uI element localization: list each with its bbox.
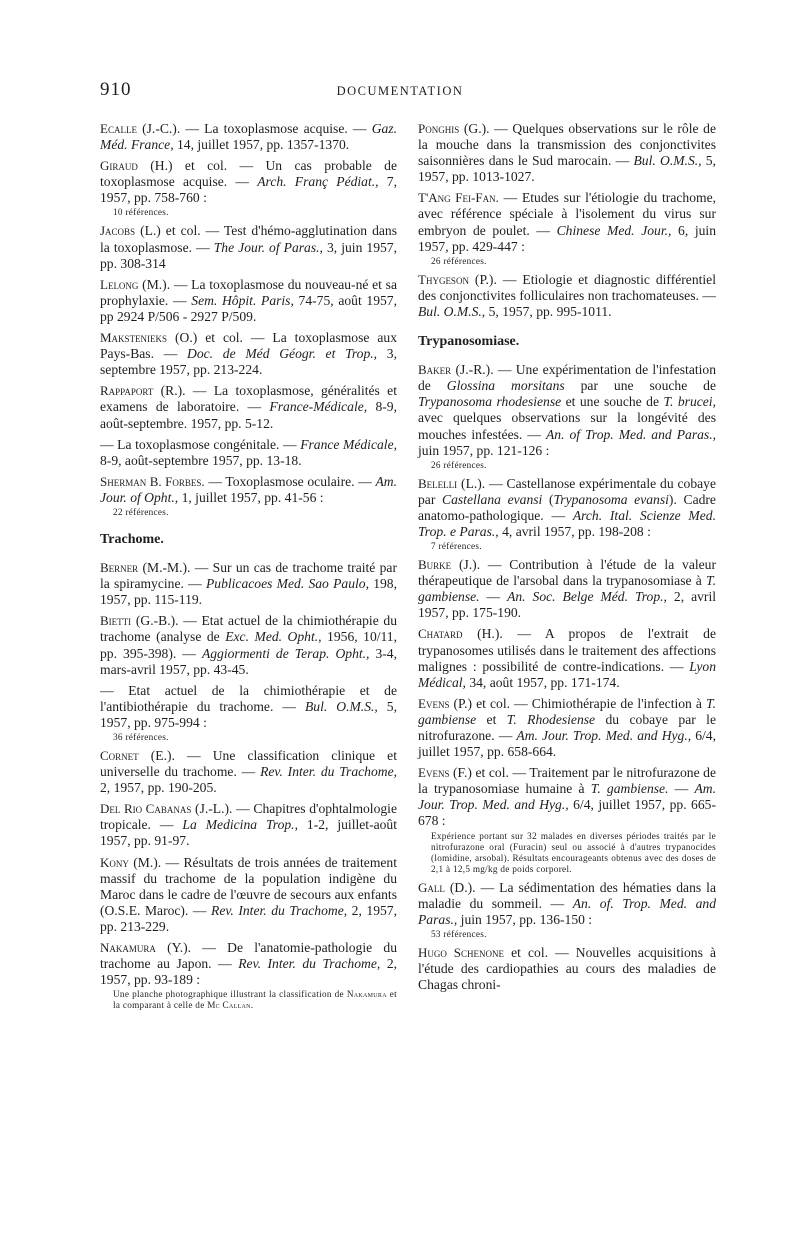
author-name: Gall xyxy=(418,879,445,895)
journal-title: Sem. Hôpit. Paris, xyxy=(191,292,294,308)
reference-entry: Ecalle (J.-C.). — La toxoplasmose acquise. — Gaz. Méd. France, 14, juillet 1957, pp. 1357-1370. xyxy=(100,121,397,153)
journal-title: Arch. Ital. Scienze Med. Trop. e Paras., xyxy=(418,507,716,539)
author-name: Nakamura xyxy=(100,940,156,956)
author-name: Lelong xyxy=(100,276,139,292)
journal-title: The Jour. of Paras., xyxy=(213,239,323,255)
right-column xyxy=(418,121,716,998)
journal-title: Am. Jour. of Opht., xyxy=(100,473,397,505)
author-name: Makstenieks xyxy=(100,330,168,346)
reference-entry: Del Rio Cabanas (J.-L.). — Chapitres d'ophtalmologie tropicale. — La Medicina Trop., 1-2, juillet-août 1957, pp. 91-97. xyxy=(100,801,397,849)
reference-entry: Sherman B. Forbes. — Toxoplasmose oculaire. — Am. Jour. of Opht., 1, juillet 1957, pp. 41-56 : 22 références. xyxy=(100,473,397,517)
author-name: Belelli xyxy=(418,475,458,491)
reference-note: 26 références. xyxy=(431,255,487,266)
journal-title: Gaz. Méd. France, xyxy=(100,121,397,153)
reference-entry: Cornet (E.). — Une classification clinique et universelle du trachome. — Rev. Inter. du Trachome, 2, 1957, pp. 190-205. xyxy=(100,748,398,796)
author-name: Del Rio Cabanas xyxy=(100,801,192,817)
author-name: Jacobs xyxy=(100,223,136,239)
reference-entry: — La toxoplasmose congénitale. — France Médicale, 8-9, août-septembre 1957, pp. 13-18. xyxy=(100,436,398,468)
journal-title: Am. Jour. Trop. Med. and Hyg., xyxy=(516,728,692,743)
author-name: T'Ang Fei-Fan. xyxy=(418,190,499,206)
page-number: 910 xyxy=(100,79,132,100)
journal-title: Doc. de Méd Géogr. et Trop., xyxy=(187,346,378,362)
journal-title: Bul. O.M.S., xyxy=(418,303,486,319)
journal-title: Exc. Med. Opht., xyxy=(225,629,322,645)
reference-note: 22 références. xyxy=(113,506,169,517)
journal-title: Rev. Inter. du Trachome, xyxy=(211,902,348,918)
author-name: Ecalle xyxy=(100,121,137,136)
reference-entry: Jacobs (L.) et col. — Test d'hémo-agglutination dans la toxoplasmose. — The Jour. of Paras., 3, juin 1957, pp. 308-314 xyxy=(100,223,397,271)
reference-note: Expérience portant sur 32 malades en diverses périodes traités par le nitrofurazone oral (Furacin) seul ou associé à d'autres trypanocides (lomidine, arsobal). Résultats encourageants obtenus avec des doses de 2,1 à 12,5 mg/kg de poids corporel. xyxy=(431,830,716,874)
reference-entry: Giraud (H.) et col. — Un cas probable de toxoplasmose acquise. — Arch. Franç Pédiat., 7, 1957, pp. 758-760 : 10 références. xyxy=(100,158,397,218)
section-heading-trypanosomiase: Trypanosomiase. xyxy=(418,334,520,350)
reference-entry: Thygeson (P.). — Etiologie et diagnostic différentiel des conjonctivites folliculaires non trachomateuses. — Bul. O.M.S., 5, 1957, pp. 995-1011. xyxy=(418,271,716,319)
reference-entry: Nakamura (Y.). — De l'anatomie-pathologie du trachome au Japon. — Rev. Inter. du Trachome, 2, 1957, pp. 93-189 : Une planche photographique illustrant la classification de Nakamura et la comparant à celle de Mc Callan. xyxy=(100,940,398,1011)
journal-title: Lyon Médical, xyxy=(418,658,716,690)
journal-title: Bul. O.M.S., xyxy=(304,698,378,714)
reference-entry: Berner (M.-M.). — Sur un cas de trachome traité par la spiramycine. — Publicacoes Med. Sao Paulo, 198, 1957, pp. 115-119. xyxy=(100,560,398,608)
journal-title: Arch. Franç Pédiat., xyxy=(257,174,379,190)
reference-note: 53 références. xyxy=(431,928,487,939)
journal-title: Chinese Med. Jour., xyxy=(556,222,672,238)
reference-entry: Evens (P.) et col. — Chimiothérapie de l'infection à T. gambiense et T. Rhodesiense du cobaye par le nitrofurazone. — Am. Jour. Trop. Med. and Hyg., 6/4, juillet 1957, pp. 658-664. xyxy=(418,695,716,760)
reference-entry: Evens (F.) et col. — Traitement par le nitrofurazone de la trypanosomiase humaine à T. gambiense. — Am. Jour. Trop. Med. and Hyg., 6/4, juillet 1957, pp. 665-678 : Expérience portant sur 32 malades en diverses périodes traités par le nitrofurazone oral (Furacin) seul ou associé à d'autres trypanocides (lomidine, arsobal). Résultats encourageants obtenus avec des doses de 2,1 à 12,5 mg/kg de poids corporel. xyxy=(418,765,716,874)
journal-title: An. of. Trop. Med. and Paras., xyxy=(418,895,716,927)
journal-title: Publicacoes Med. Sao Paulo, xyxy=(205,576,369,592)
journal-title: An. of Trop. Med. and Paras., xyxy=(545,426,716,442)
author-name: Rappaport xyxy=(100,383,154,399)
reference-note: 36 références. xyxy=(113,732,169,742)
journal-title: Rev. Inter. du Trachome, xyxy=(238,956,381,972)
author-name: Chatard xyxy=(418,626,463,642)
section-heading-trachome: Trachome. xyxy=(100,531,164,547)
reference-entry: — Etat actuel de la chimiothérapie et de l'antibiothérapie du trachome. — Bul. O.M.S., 5, 1957, pp. 975-994 : 36 références. xyxy=(100,682,398,742)
author-name: Berner xyxy=(100,560,139,576)
reference-entry: Makstenieks (O.) et col. — La toxoplasmose aux Pays-Bas. — Doc. de Méd Géogr. et Trop., 3, septembre 1957, pp. 213-224. xyxy=(100,330,397,378)
left-column xyxy=(100,121,397,1016)
reference-entry: Lelong (M.). — La toxoplasmose du nouveau-né et sa prophylaxie. — Sem. Hôpit. Paris, 74-75, août 1957, pp 2924 P/506 - 2927 P/509. xyxy=(100,276,397,324)
author-name: Baker xyxy=(418,362,452,378)
reference-entry: T'Ang Fei-Fan. — Etudes sur l'étiologie du trachome, avec référence spéciale à l'isolement du virus sur embryon de poulet. — Chinese Med. Jour., 6, juin 1957, pp. 429-447 : 26 références. xyxy=(418,190,717,266)
journal-title: Rev. Inter. du Trachome, xyxy=(260,764,398,780)
reference-note: 7 références. xyxy=(431,541,482,552)
journal-title: La Medicina Trop., xyxy=(182,817,298,833)
journal-title: An. Soc. Belge Méd. Trop., xyxy=(507,589,667,605)
author-name: Kony xyxy=(100,854,129,870)
journal-title: France Médicale, xyxy=(300,436,398,452)
author-name: Evens xyxy=(418,695,450,711)
author-name: Sherman xyxy=(100,473,147,489)
author-name: Thygeson xyxy=(418,271,469,287)
reference-note: 10 références. xyxy=(113,207,169,218)
reference-note: 26 références. xyxy=(431,459,487,470)
reference-entry: Belelli (L.). — Castellanose expérimentale du cobaye par Castellana evansi (Trypanosoma evansi). Cadre anatomo-pathologique. — Arch. Ital. Scienze Med. Trop. e Paras., 4, avril 1957, pp. 198-208 : 7 références. xyxy=(418,475,716,552)
journal-title: Am. Jour. Trop. Med. and Hyg., xyxy=(418,781,716,813)
author-name: Cornet xyxy=(100,748,139,763)
reference-entry: Burke (J.). — Contribution à l'étude de la valeur thérapeutique de l'arsobal dans la trypanosomiase à T. gambiense. — An. Soc. Belge Méd. Trop., 2, avril 1957, pp. 175-190. xyxy=(418,557,716,621)
journal-title: France-Médicale, xyxy=(269,399,368,415)
journal-title: Aggiormenti de Terap. Opht., xyxy=(201,645,370,661)
reference-entry: Gall (D.). — La sédimentation des hématies dans la maladie du sommeil. — An. of. Trop. Med. and Paras., juin 1957, pp. 136-150 : 53 références. xyxy=(418,879,716,939)
reference-entry: Baker (J.-R.). — Une expérimentation de l'infestation de Glossina morsitans par une souche de Trypanosoma rhodesiense et une souche de T. brucei, avec quelques observations sur la longévité des mouches infestées. — An. of Trop. Med. and Paras., juin 1957, pp. 121-126 : 26 références. xyxy=(418,362,716,470)
reference-entry: Chatard (H.). — A propos de l'extrait de trypanosomes utilisés dans le traitement des affections malignes : possibilité de contre-indications. — Lyon Médical, 34, août 1957, pp. 171-174. xyxy=(418,626,716,690)
author-name: Giraud xyxy=(100,158,138,174)
author-name: Ponghis xyxy=(418,121,460,136)
reference-entry: Hugo Schenone et col. — Nouvelles acquisitions à l'étude des cardiopathies au cours des maladies de Chagas chroni- xyxy=(418,944,716,993)
author-name: Hugo Schenone xyxy=(418,944,505,960)
running-title: DOCUMENTATION xyxy=(336,84,464,98)
author-name: Burke xyxy=(418,557,452,573)
journal-title: Bul. O.M.S., xyxy=(633,153,702,169)
reference-note: Une planche photographique illustrant la classification de Nakamura et la comparant à celle de Mc Callan. xyxy=(113,989,397,1011)
reference-entry: Bietti (G.-B.). — Etat actuel de la chimiothérapie du trachome (analyse de Exc. Med. Opht., 1956, 10/11, pp. 395-398). — Aggiormenti de Terap. Opht., 3-4, mars-avril 1957, pp. 43-45. xyxy=(100,613,398,677)
author-name: Evens xyxy=(418,765,450,781)
reference-entry: Rappaport (R.). — La toxoplasmose, généralités et examens de laboratoire. — France-Médicale, 8-9, août-septembre. 1957, pp. 5-12. xyxy=(100,383,397,431)
reference-entry: Ponghis (G.). — Quelques observations sur le rôle de la mouche dans la transmission des conjonctivites saisonnières dans le Sud marocain. — Bul. O.M.S., 5, 1957, pp. 1013-1027. xyxy=(418,121,717,185)
reference-entry: Kony (M.). — Résultats de trois années de traitement massif du trachome de la population indigène du Maroc dans le cadre de l'œuvre de secours aux enfants (O.S.E. Maroc). — Rev. Inter. du Trachome, 2, 1957, pp. 213-229. xyxy=(100,854,397,934)
author-name: Bietti xyxy=(100,613,132,629)
